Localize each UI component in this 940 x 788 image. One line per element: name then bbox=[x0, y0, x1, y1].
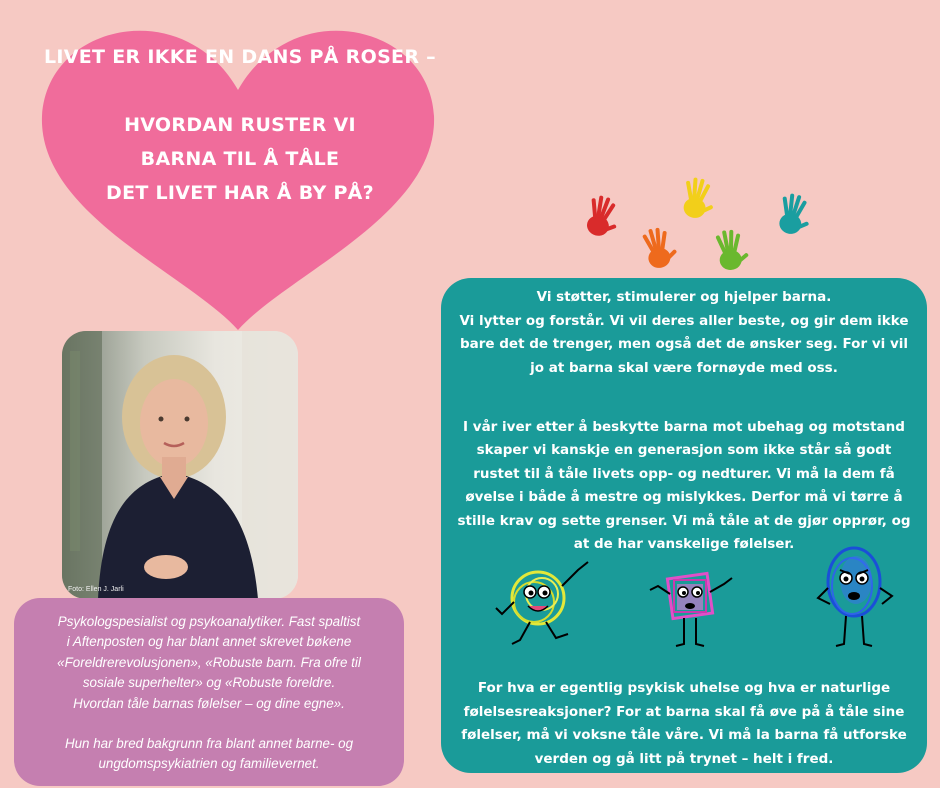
pink-scribble-character-icon bbox=[650, 573, 732, 646]
heart-title-line1: LIVET ER IKKE EN DANS PÅ ROSER – bbox=[44, 46, 436, 68]
red-handprint-icon bbox=[582, 193, 623, 240]
photo-credit: Foto: Ellen J. Jarli bbox=[68, 586, 124, 593]
heart-title-line2: HVORDAN RUSTER VI bbox=[124, 114, 356, 136]
heart-title-line4: DET LIVET HAR Å BY PÅ? bbox=[106, 182, 374, 204]
bio-line: i Aftenposten og har blant annet skrevet bøkene bbox=[66, 634, 352, 650]
bio-line: sosiale superhelter» og «Robuste foreldre. bbox=[82, 675, 336, 691]
portrait-illustration bbox=[62, 331, 298, 599]
handprints bbox=[570, 172, 830, 282]
yellow-handprint-icon bbox=[680, 176, 718, 221]
teal-intro bbox=[453, 286, 915, 557]
teal-line: For hva er egentlig psykisk uhelse og hva er naturlige bbox=[477, 680, 891, 696]
portrait-photo bbox=[62, 331, 298, 599]
teal-line: Vi støtter, stimulerer og hjelper barna. bbox=[536, 289, 832, 305]
teal-line: verden og gå litt på trynet – helt i fred. bbox=[534, 750, 834, 767]
blue-scribble-character-icon bbox=[818, 548, 892, 646]
bio-line: «Foreldrerevolusjonen», «Robuste barn. Fra ofre til bbox=[57, 654, 361, 670]
heart-title bbox=[40, 40, 440, 210]
bio-line: Hun har bred bakgrunn fra blant annet barne- og bbox=[64, 736, 354, 752]
teal-line: at de har vanskelige følelser. bbox=[573, 536, 795, 552]
teal-line: følelsesreaksjoner? For at barna skal få øve på å tåle sine bbox=[463, 703, 905, 720]
teal-line: I vår iver etter å beskytte barna mot ubehag og motstand bbox=[463, 418, 905, 435]
bio-line: Psykologspesialist og psykoanalytiker. Fast spaltist bbox=[57, 614, 361, 629]
bio-line: ungdomspsykiatrien og familievernet. bbox=[98, 756, 320, 772]
yellow-scribble-character-icon bbox=[496, 562, 588, 644]
teal-line: stille krav og sette grenser. Vi må tåle at de gjør opprør, og bbox=[457, 512, 911, 529]
bio-box bbox=[14, 598, 404, 786]
bio-line: Hvordan tåle barnas følelser – og dine egne». bbox=[73, 695, 345, 711]
teal-line: bare det de trenger, men også det de ønsker seg. For vi vil bbox=[459, 336, 908, 352]
orange-handprint-icon bbox=[641, 225, 679, 270]
teal-line: skaper vi kanskje en generasjon som ikke står så godt bbox=[476, 442, 892, 458]
heart-title-line3: BARNA TIL Å TÅLE bbox=[140, 148, 340, 170]
teal-outro bbox=[453, 677, 915, 771]
teal-line: følelser, må vi voksne tåle våre. Vi må la barna få utforske bbox=[461, 727, 907, 743]
scribble-characters bbox=[478, 540, 918, 670]
teal-line: jo at barna skal være fornøyde med oss. bbox=[530, 359, 838, 376]
teal-line: rustet til å tåle livets opp- og nedturer. Vi må la dem få bbox=[473, 465, 895, 482]
teal-line: øvelse i både å mestre og mislykkes. Derfor må vi tørre å bbox=[465, 489, 903, 505]
teal-text-box bbox=[441, 278, 927, 773]
green-handprint-icon bbox=[715, 228, 750, 271]
teal-handprint-icon bbox=[775, 192, 815, 238]
teal-line: Vi lytter og forstår. Vi vil deres aller beste, og gir dem ikke bbox=[459, 312, 909, 329]
